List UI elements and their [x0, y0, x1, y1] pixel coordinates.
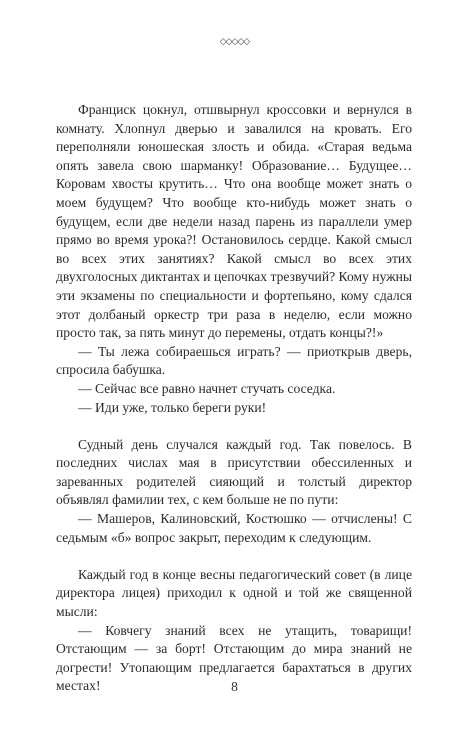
- dialogue-line: — Иди уже, только береги руки!: [78, 399, 267, 415]
- paragraph: Каждый год в конце весны педагогический совет (в лице директора лицея) приходил к одной и той же священной мысли:: [56, 566, 412, 620]
- body-text: [56, 101, 412, 696]
- dialogue-line: — Машеров, Калиновский, Костюшко — отчислены! С седьмым «б» вопрос закрыт, переходим к следующим.: [56, 511, 412, 545]
- dialogue-line: — Ты лежа собираешься играть? — приоткрыв дверь, спросила бабушка.: [56, 343, 412, 378]
- paragraph: Франциск цокнул, отшвырнул кроссовки и вернулся в комнату. Хлопнул дверью и завалился на кровать. Его переполняли юношеская злость и обида. «Старая ведьма опять завела свою шарманку! Образование… Будущее… Коровам хвосты крутить… Что она вообще может знать о моем будущем? Что вообще кто-нибудь может знать о будущем, если две недели назад парень из параллели умер прямо во время урока?! Остановилось сердце. Какой смысл во всех этих занятиях? Какой смысл во всех этих двухголосных диктантах и цепочках трезвучий? Кому нужны эти экзамены по специальности и фортепьяно, кому сдался этот долбаный оркестр три раза в неделю, если можно просто так, за пять минут до перемены, отдать концы?!»: [56, 102, 412, 341]
- chapter-ornament: ◇◇◇◇◇: [219, 37, 250, 47]
- page-number: 8: [231, 679, 238, 694]
- dialogue-line: — Сейчас все равно начнет стучать соседка.: [78, 380, 336, 396]
- paragraph: Судный день случался каждый год. Так повелось. В последних числах мая в присутствии обессиленных и зареванных родителей сияющий и толстый директор объявлял фамилии тех, с кем больше не по пути:: [56, 436, 412, 508]
- dialogue-line: — Ковчегу знаний всех не утащить, товарищи! Отстающим — за борт! Отстающим до мира знаний не догрести! Утопающим предлагается барахтаться в других местах!: [56, 622, 412, 694]
